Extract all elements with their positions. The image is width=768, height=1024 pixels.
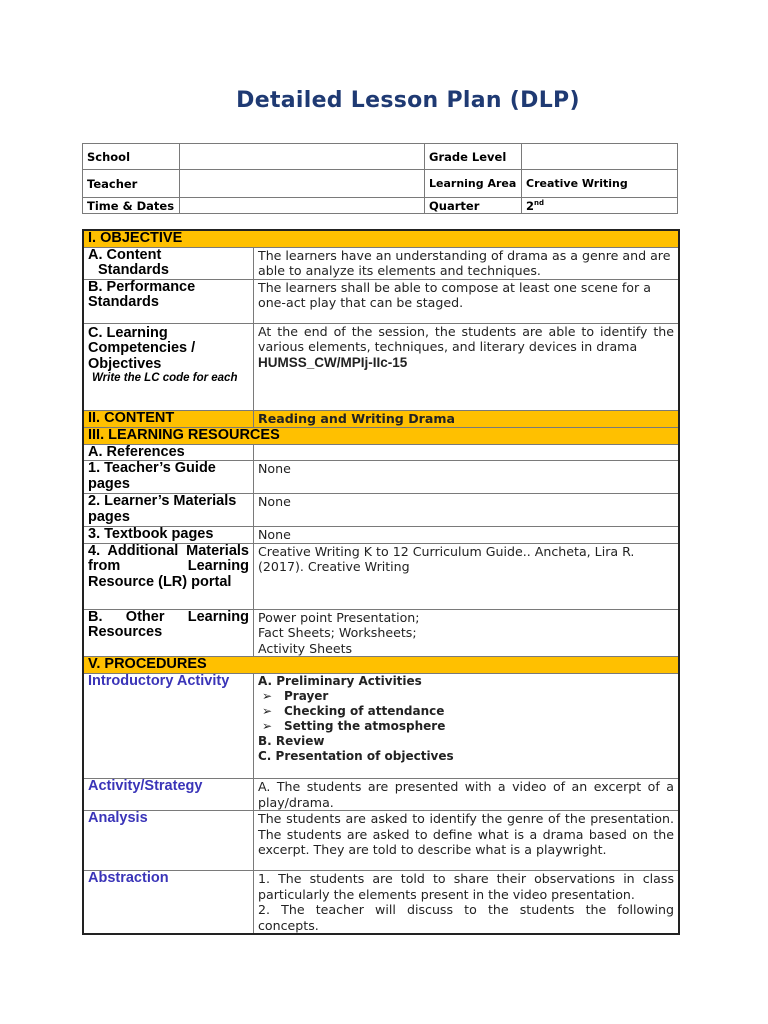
school-label: School (83, 144, 180, 170)
additional-materials-label: 4. Additional Materials from Learning Resource (LR) portal (83, 543, 254, 609)
quarter-label: Quarter (425, 198, 522, 214)
section-resources: III. LEARNING RESOURCES (83, 427, 679, 444)
area-value: Creative Writing (522, 170, 678, 198)
content-value: Reading and Writing Drama (254, 410, 680, 427)
area-label: Learning Area (425, 170, 522, 198)
teachers-guide-label: 1. Teacher’s Guide pages (83, 461, 254, 494)
teacher-value (180, 170, 425, 198)
activity-strategy-label: Activity/Strategy (83, 779, 254, 811)
arrow-bullet-icon: ➢ (262, 704, 273, 718)
introductory-activity-label: Introductory Activity (83, 674, 254, 779)
grade-label: Grade Level (425, 144, 522, 170)
content-standards-text: The learners have an understanding of drama as a genre and are able to analyze its elements and techniques. (254, 247, 680, 279)
header-table (82, 143, 678, 214)
time-value (180, 198, 425, 214)
school-value (180, 144, 425, 170)
time-label: Time & Dates (83, 198, 180, 214)
performance-standards-label: B. Performance Standards (83, 279, 254, 323)
textbook-value: None (254, 527, 680, 544)
learning-competencies-text: At the end of the session, the students are able to identify the various elements, techniques, and literary devices in drama HUMSS_CW/MPIj-IIc-15 (254, 323, 680, 410)
other-resources-label: B. Other Learning Resources (83, 609, 254, 657)
lc-code: HUMSS_CW/MPIj-IIc-15 (258, 354, 408, 370)
additional-materials-value: Creative Writing K to 12 Curriculum Guide.. Ancheta, Lira R. (2017). Creative Writing (254, 543, 680, 609)
arrow-bullet-icon: ➢ (262, 689, 273, 703)
references-label: A. References (83, 444, 254, 461)
page-title: Detailed Lesson Plan (DLP) (236, 88, 580, 113)
content-standards-label: A. Content Standards (83, 247, 254, 279)
learners-materials-value: None (254, 494, 680, 527)
learning-competencies-label: C. Learning Competencies / Objectives Write the LC code for each (83, 323, 254, 410)
quarter-value: 2nd (522, 198, 678, 214)
other-resources-value: Power point Presentation; Fact Sheets; Worksheets; Activity Sheets (254, 609, 680, 657)
section-content: II. CONTENT (83, 410, 254, 427)
grade-value (522, 144, 678, 170)
section-procedures: V. PROCEDURES (83, 657, 679, 674)
activity-strategy-text: A. The students are presented with a video of an excerpt of a play/drama. (254, 779, 680, 811)
section-objective: I. OBJECTIVE (83, 230, 679, 247)
lc-note: Write the LC code for each (92, 372, 238, 384)
teacher-label: Teacher (83, 170, 180, 198)
introductory-activity-content: A. Preliminary Activities ➢ Prayer ➢ Checking of attendance ➢ Setting the atmosphere B. Review C. Presentation of objectives (254, 674, 680, 779)
textbook-label: 3. Textbook pages (83, 527, 254, 544)
abstraction-label: Abstraction (83, 871, 254, 935)
analysis-label: Analysis (83, 811, 254, 871)
analysis-text: The students are asked to identify the genre of the presentation. The students are asked to define what is a drama based on the excerpt. They are told to describe what is a playwright. (254, 811, 680, 871)
arrow-bullet-icon: ➢ (262, 719, 273, 733)
lesson-table (82, 229, 680, 935)
abstraction-text: 1. The students are told to share their observations in class particularly the elements present in the video presentation. 2. The teacher will discuss to the students the following concepts. (254, 871, 680, 935)
teachers-guide-value: None (254, 461, 680, 494)
performance-standards-text: The learners shall be able to compose at least one scene for a one-act play that can be staged. (254, 279, 680, 323)
learners-materials-label: 2. Learner’s Materials pages (83, 494, 254, 527)
